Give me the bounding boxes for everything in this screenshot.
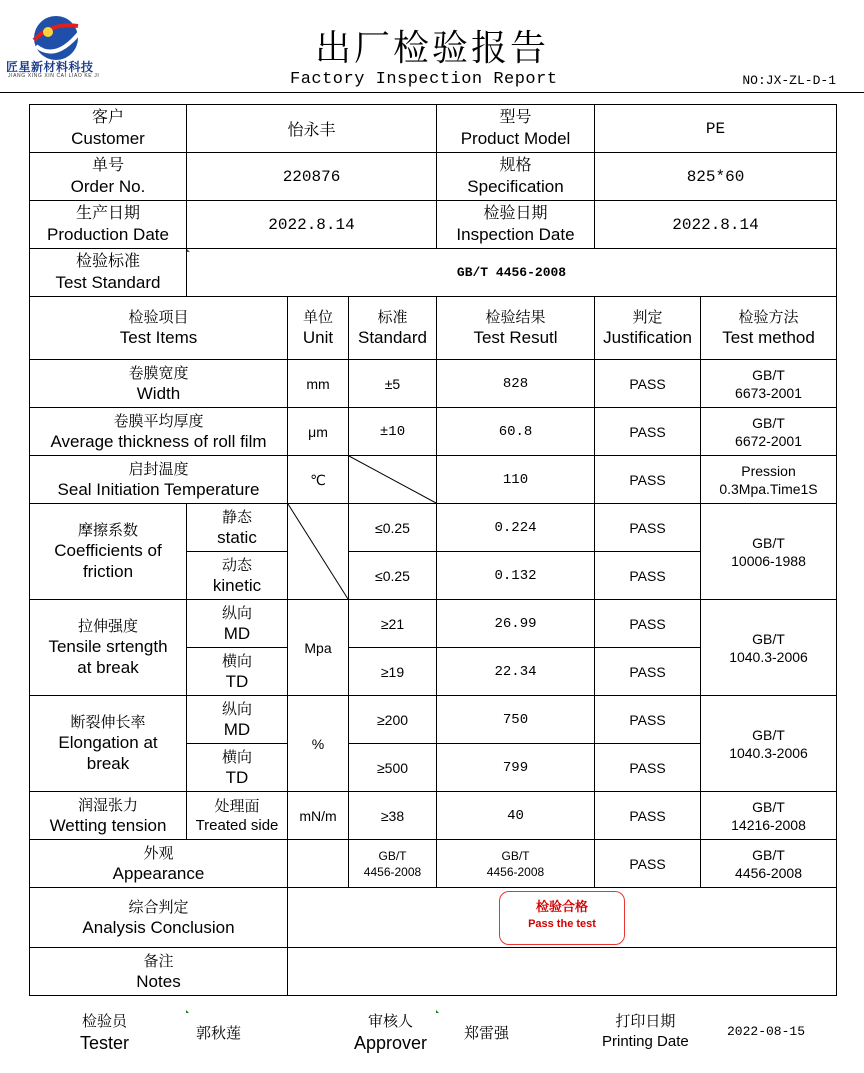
table-row-wetting (30, 792, 837, 840)
info-row-order (30, 153, 837, 201)
spec-value: 825*60 (595, 153, 837, 201)
justification-thickness: PASS (595, 408, 701, 456)
header-test-items: 检验项目 Test Items (30, 297, 288, 360)
standard-appearance: GB/T 4456-2008 (349, 840, 437, 888)
tester-name: 郭秋莲 (196, 1025, 242, 1042)
sub-item-elongation-md: 纵向 MD (187, 696, 288, 744)
inspection-date-label: 检验日期 Inspection Date (437, 201, 595, 249)
order-label: 单号 Order No. (30, 153, 187, 201)
header-divider (0, 92, 864, 93)
inspection-date-value: 2022.8.14 (595, 201, 837, 249)
method-elongation: GB/T 1040.3-2006 (701, 696, 837, 792)
sub-item-kinetic: 动态 kinetic (187, 552, 288, 600)
result-friction-static: 0.224 (437, 504, 595, 552)
method-thickness: GB/T 6672-2001 (701, 408, 837, 456)
info-row-standard (30, 249, 837, 297)
justification-friction-static: PASS (595, 504, 701, 552)
info-row-customer (30, 105, 837, 153)
sub-item-static: 静态 static (187, 504, 288, 552)
customer-value: 怡永丰 (187, 105, 437, 153)
item-elongation: 断裂伸长率 Elongation at break (30, 696, 187, 792)
header-standard: 标准 Standard (349, 297, 437, 360)
unit-seal: ℃ (288, 456, 349, 504)
standard-friction-kinetic: ≤0.25 (349, 552, 437, 600)
test-standard-label: 检验标准 Test Standard (30, 249, 187, 297)
approver-label: 审核人 Approver (354, 1013, 428, 1053)
justification-tensile-md: PASS (595, 600, 701, 648)
item-conclusion: 综合判定 Analysis Conclusion (30, 888, 288, 948)
unit-thickness: μm (288, 408, 349, 456)
approver-name: 郑雷强 (464, 1025, 510, 1042)
table-row-thickness (30, 408, 837, 456)
info-row-dates (30, 201, 837, 249)
header-justification: 判定 Justification (595, 297, 701, 360)
method-friction: GB/T 10006-1988 (701, 504, 837, 600)
standard-width: ±5 (349, 360, 437, 408)
result-friction-kinetic: 0.132 (437, 552, 595, 600)
standard-thickness: ±10 (349, 408, 437, 456)
justification-elongation-md: PASS (595, 696, 701, 744)
report-title-en: Factory Inspection Report (290, 70, 558, 89)
table-row-seal (30, 456, 837, 504)
table-row-friction-static (30, 504, 837, 552)
standard-wetting: ≥38 (349, 792, 437, 840)
table-row-conclusion (30, 888, 837, 948)
unit-width: mm (288, 360, 349, 408)
sub-item-tensile-md: 纵向 MD (187, 600, 288, 648)
sub-item-treated-side: 处理面 Treated side (187, 792, 288, 840)
result-thickness: 60.8 (437, 408, 595, 456)
method-tensile: GB/T 1040.3-2006 (701, 600, 837, 696)
justification-width: PASS (595, 360, 701, 408)
justification-wetting: PASS (595, 792, 701, 840)
standard-friction-static: ≤0.25 (349, 504, 437, 552)
result-width: 828 (437, 360, 595, 408)
table-header-row (30, 297, 837, 360)
pass-stamp: 检验合格 Pass the test (499, 891, 625, 945)
spec-label: 规格 Specification (437, 153, 595, 201)
production-date-value: 2022.8.14 (187, 201, 437, 249)
unit-appearance-empty (288, 840, 349, 888)
printing-date-label: 打印日期 Printing Date (602, 1013, 689, 1050)
justification-friction-kinetic: PASS (595, 552, 701, 600)
result-tensile-md: 26.99 (437, 600, 595, 648)
item-notes: 备注 Notes (30, 948, 288, 996)
justification-elongation-td: PASS (595, 744, 701, 792)
customer-label: 客户 Customer (30, 105, 187, 153)
model-value: PE (595, 105, 837, 153)
test-standard-value: GB/T 4456-2008 (187, 249, 837, 297)
diagonal-slash-icon (288, 504, 348, 599)
result-tensile-td: 22.34 (437, 648, 595, 696)
diagonal-slash-icon (349, 456, 436, 503)
justification-seal: PASS (595, 456, 701, 504)
printing-date-value: 2022-08-15 (727, 1024, 806, 1039)
conclusion-value (288, 888, 837, 948)
order-value: 220876 (187, 153, 437, 201)
sub-item-tensile-td: 横向 TD (187, 648, 288, 696)
model-label: 型号 Product Model (437, 105, 595, 153)
unit-tensile: Mpa (288, 600, 349, 696)
standard-seal-empty (349, 456, 437, 504)
standard-tensile-td: ≥19 (349, 648, 437, 696)
standard-tensile-md: ≥21 (349, 600, 437, 648)
header-method: 检验方法 Test method (701, 297, 837, 360)
item-wetting: 润湿张力 Wetting tension (30, 792, 187, 840)
header-unit: 单位 Unit (288, 297, 349, 360)
notes-value (288, 948, 837, 996)
report-title-cn: 出厂检验报告 (314, 28, 549, 69)
item-seal: 启封温度 Seal Initiation Temperature (30, 456, 288, 504)
table-row-appearance (30, 840, 837, 888)
result-seal: 110 (437, 456, 595, 504)
unit-wetting: mN/m (288, 792, 349, 840)
logo-company-pinyin: JIANG XING XIN CAI LIAO KE JI (8, 73, 100, 79)
table-row-tensile-md (30, 600, 837, 648)
item-appearance: 外观 Appearance (30, 840, 288, 888)
signature-footer (0, 1010, 864, 1060)
table-row-notes (30, 948, 837, 996)
standard-elongation-td: ≥500 (349, 744, 437, 792)
tester-label: 检验员 Tester (80, 1013, 130, 1053)
method-width: GB/T 6673-2001 (701, 360, 837, 408)
result-wetting: 40 (437, 792, 595, 840)
unit-elongation: % (288, 696, 349, 792)
table-row-elongation-md (30, 696, 837, 744)
inspection-table (29, 104, 837, 996)
sub-item-elongation-td: 横向 TD (187, 744, 288, 792)
logo-company-name: 匠星新材料科技 (6, 60, 94, 74)
method-wetting: GB/T 14216-2008 (701, 792, 837, 840)
result-elongation-td: 799 (437, 744, 595, 792)
justification-tensile-td: PASS (595, 648, 701, 696)
method-appearance: GB/T 4456-2008 (701, 840, 837, 888)
table-row-width (30, 360, 837, 408)
item-tensile: 拉伸强度 Tensile srtength at break (30, 600, 187, 696)
result-elongation-md: 750 (437, 696, 595, 744)
standard-elongation-md: ≥200 (349, 696, 437, 744)
header-result: 检验结果 Test Resutl (437, 297, 595, 360)
unit-friction-empty (288, 504, 349, 600)
result-appearance: GB/T 4456-2008 (437, 840, 595, 888)
item-friction: 摩擦系数 Coefficients of friction (30, 504, 187, 600)
justification-appearance: PASS (595, 840, 701, 888)
document-number: NO:JX-ZL-D-1 (742, 73, 836, 88)
production-date-label: 生产日期 Production Date (30, 201, 187, 249)
item-thickness: 卷膜平均厚度 Average thickness of roll film (30, 408, 288, 456)
method-seal: Pression 0.3Mpa.Time1S (701, 456, 837, 504)
item-width: 卷膜宽度 Width (30, 360, 288, 408)
